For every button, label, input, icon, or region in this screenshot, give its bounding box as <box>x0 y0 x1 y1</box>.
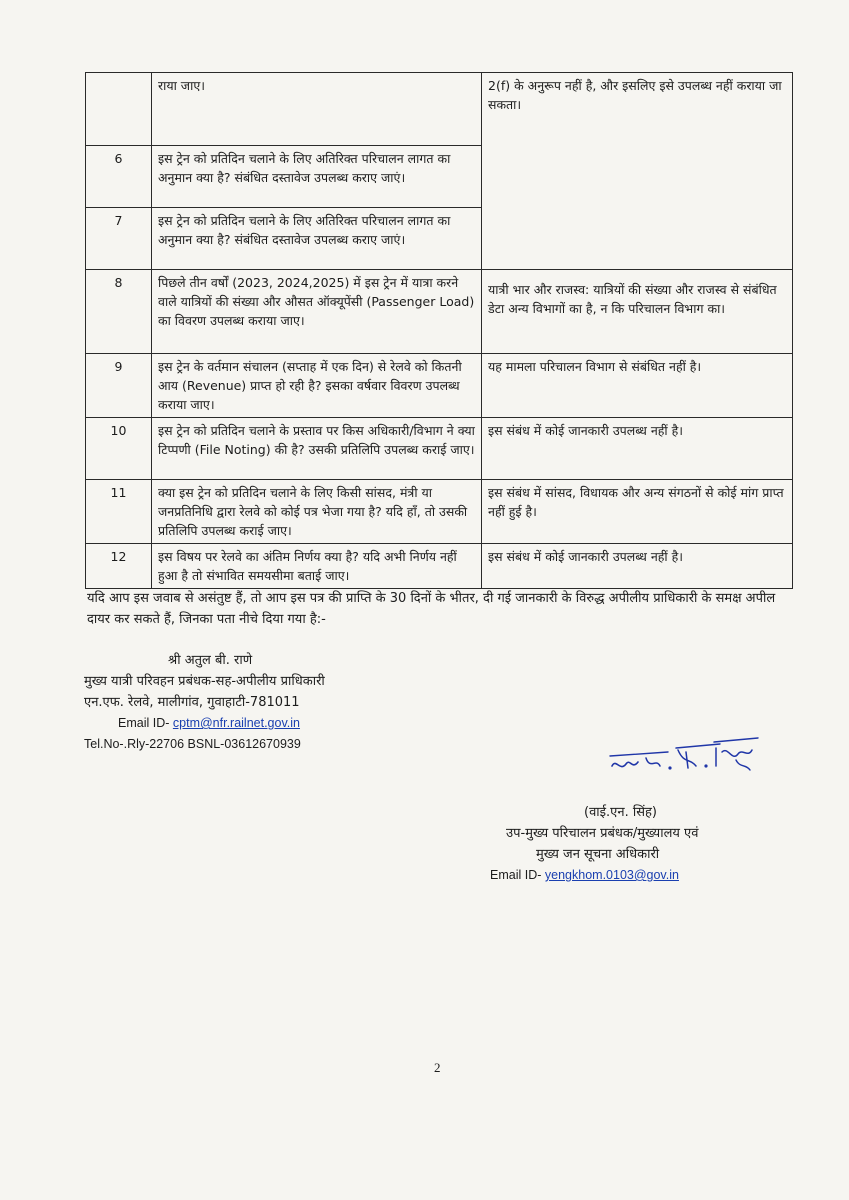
table-row <box>86 418 793 480</box>
email-label: Email ID- <box>490 868 542 882</box>
appellate-address: एन.एफ. रेलवे, मालीगांव, गुवाहाटी-781011 <box>84 695 300 710</box>
row-number <box>86 73 152 146</box>
question-cell: पिछले तीन वर्षों (2023, 2024,2025) में इस ट्रेन में यात्रा करने वाले यात्रियों की संख्या और औसत ऑक्यूपेंसी (Passenger Load) का विवरण उपलब्ध कराया जाए। <box>152 270 482 354</box>
handwritten-signature <box>598 728 768 788</box>
question-cell: इस ट्रेन के वर्तमान संचालन (सप्ताह में एक दिन) से रेलवे को कितनी आय (Revenue) प्राप्त हो रही है? इसका वर्षवार विवरण उपलब्ध कराया जाए। <box>152 354 482 418</box>
appellate-authority-block <box>84 650 504 755</box>
answer-cell: इस संबंध में कोई जानकारी उपलब्ध नहीं है। <box>482 418 793 480</box>
table-row <box>86 480 793 544</box>
table-row <box>86 73 793 146</box>
page-number: 2 <box>434 1060 441 1075</box>
answer-cell: यह मामला परिचालन विभाग से संबंधित नहीं है। <box>482 354 793 418</box>
officer-email-line <box>472 865 802 886</box>
officer-designation: उप-मुख्य परिचालन प्रबंधक/मुख्यालय एवं <box>506 826 699 841</box>
officer-designation-2: मुख्य जन सूचना अधिकारी <box>536 847 660 862</box>
row-number: 9 <box>86 354 152 418</box>
question-cell: इस विषय पर रेलवे का अंतिम निर्णय क्या है? यदि अभी निर्णय नहीं हुआ है तो संभावित समयसीमा बताई जाए। <box>152 544 482 589</box>
answer-cell: यात्री भार और राजस्व: यात्रियों की संख्या और राजस्व से संबंधित डेटा अन्य विभागों का है, न कि परिचालन विभाग का। <box>482 270 793 354</box>
appellate-email-link[interactable]: cptm@nfr.railnet.gov.in <box>172 716 300 730</box>
appellate-email-line <box>84 713 504 734</box>
question-cell: इस ट्रेन को प्रतिदिन चलाने के लिए अतिरिक्त परिचालन लागत का अनुमान क्या है? संबंधित दस्तावेज उपलब्ध कराए जाएं। <box>152 146 482 208</box>
question-cell: क्या इस ट्रेन को प्रतिदिन चलाने के लिए किसी सांसद, मंत्री या जनप्रतिनिधि द्वारा रेलवे को कोई पत्र भेजा गया है? यदि हाँ, तो उसकी प्रतिलिपि उपलब्ध कराई जाए। <box>152 480 482 544</box>
appellate-phone: Tel.No-.Rly-22706 BSNL-03612670939 <box>84 737 301 751</box>
question-cell: राया जाए। <box>152 73 482 146</box>
answer-cell: 2(f) के अनुरूप नहीं है, और इसलिए इसे उपलब्ध नहीं कराया जा सकता। <box>482 73 793 270</box>
question-cell: इस ट्रेन को प्रतिदिन चलाने के लिए अतिरिक्त परिचालन लागत का अनुमान क्या है? संबंधित दस्तावेज उपलब्ध कराए जाएं। <box>152 208 482 270</box>
appeal-notice: यदि आप इस जवाब से असंतुष्ट हैं, तो आप इस पत्र की प्राप्ति के 30 दिनों के भीतर, दी गई जानकारी के विरुद्ध अपीलीय प्राधिकारी के समक्ष अपील दायर कर सकते हैं, जिनका पता नीचे दिया गया है:- <box>87 591 776 627</box>
appellate-name: श्री अतुल बी. राणे <box>168 653 253 668</box>
answer-cell: इस संबंध में कोई जानकारी उपलब्ध नहीं है। <box>482 544 793 589</box>
row-number: 12 <box>86 544 152 589</box>
pio-signatory-block <box>472 802 802 886</box>
row-number: 6 <box>86 146 152 208</box>
row-number: 8 <box>86 270 152 354</box>
table-row <box>86 354 793 418</box>
email-label: Email ID- <box>118 716 170 730</box>
row-number: 11 <box>86 480 152 544</box>
answer-cell: इस संबंध में सांसद, विधायक और अन्य संगठनों से कोई मांग प्राप्त नहीं हुई है। <box>482 480 793 544</box>
table-row <box>86 544 793 589</box>
question-cell: इस ट्रेन को प्रतिदिन चलाने के प्रस्ताव पर किस अधिकारी/विभाग ने क्या टिप्पणी (File Noting) की है? उसकी प्रतिलिपि उपलब्ध कराई जाए। <box>152 418 482 480</box>
row-number: 7 <box>86 208 152 270</box>
officer-email-link[interactable]: yengkhom.0103@gov.in <box>544 868 679 882</box>
rti-response-table <box>85 72 793 589</box>
appellate-designation: मुख्य यात्री परिवहन प्रबंधक-सह-अपीलीय प्राधिकारी <box>84 674 325 689</box>
officer-name: (वाई.एन. सिंह) <box>584 805 657 820</box>
table-row <box>86 270 793 354</box>
row-number: 10 <box>86 418 152 480</box>
